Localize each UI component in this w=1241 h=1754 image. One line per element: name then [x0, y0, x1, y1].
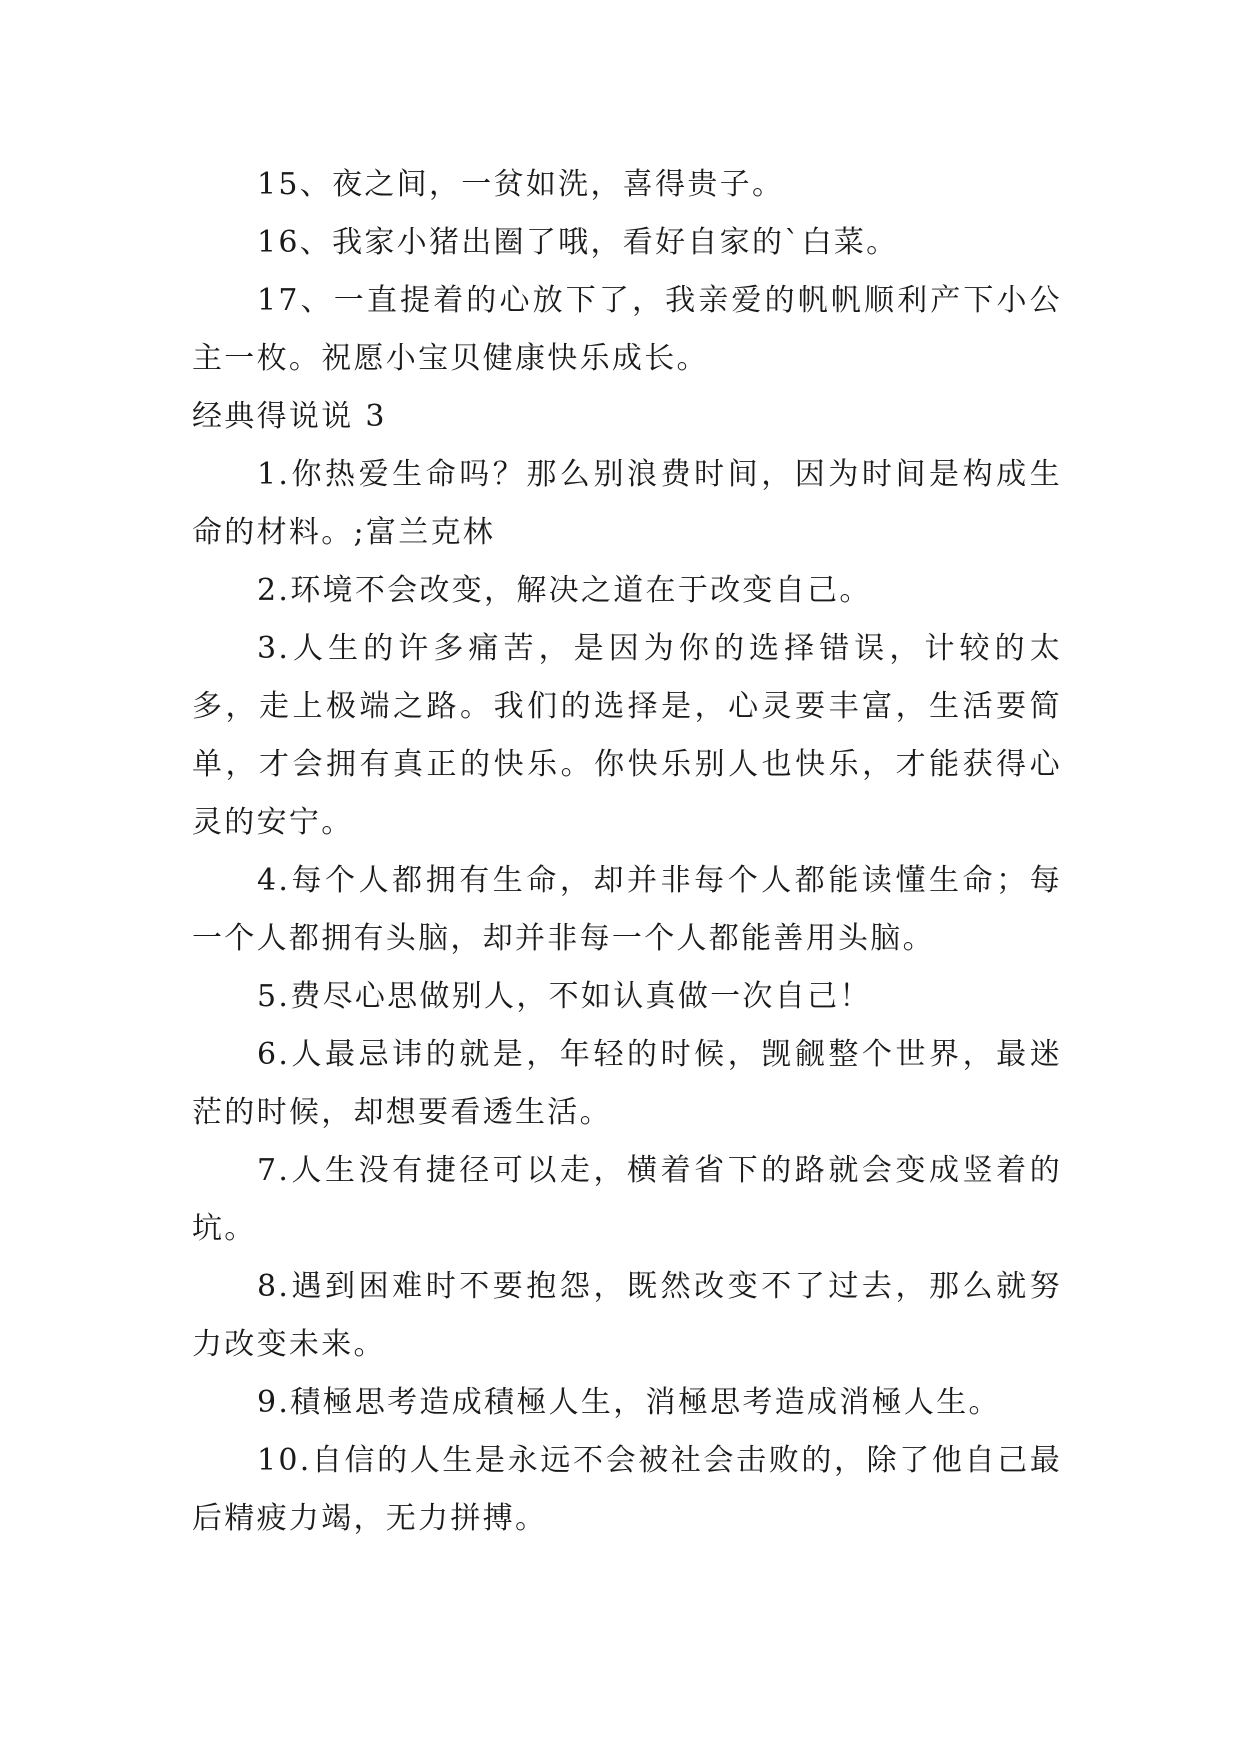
quote-item-3: 3.人生的许多痛苦，是因为你的选择错误，计较的太多，走上极端之路。我们的选择是，心灵要丰富，生活要简单，才会拥有真正的快乐。你快乐别人也快乐，才能获得心灵的安宁。 — [192, 631, 1062, 840]
quote-item-4: 4.每个人都拥有生命，却并非每个人都能读懂生命；每一个人都拥有头脑，却并非每一个人都能善用头脑。 — [192, 863, 1062, 956]
quote-item-6: 6.人最忌讳的就是，年轻的时候，觊觎整个世界，最迷茫的时候，却想要看透生活。 — [192, 1037, 1062, 1130]
quote-item-9: 9.積極思考造成積極人生，消極思考造成消極人生。 — [257, 1385, 1001, 1420]
section-heading: 经典得说说 3 — [192, 399, 387, 434]
quote-item-2: 2.环境不会改变，解决之道在于改变自己。 — [257, 573, 872, 608]
document-page — [192, 156, 1062, 1548]
quote-item-1: 1.你热爱生命吗？那么别浪费时间，因为时间是构成生命的材料。;富兰克林 — [192, 457, 1062, 550]
paragraph-15: 15、夜之间，一贫如洗，喜得贵子。 — [257, 167, 785, 202]
quote-item-8: 8.遇到困难时不要抱怨，既然改变不了过去，那么就努力改变未来。 — [192, 1269, 1062, 1362]
quote-item-7: 7.人生没有捷径可以走，横着省下的路就会变成竖着的坑。 — [192, 1153, 1062, 1246]
paragraph-16: 16、我家小猪出圈了哦，看好自家的`白菜。 — [257, 225, 899, 260]
quote-item-5: 5.费尽心思做别人，不如认真做一次自己！ — [257, 979, 872, 1014]
quote-item-10: 10.自信的人生是永远不会被社会击败的，除了他自己最后精疲力竭，无力拼搏。 — [192, 1443, 1062, 1536]
paragraph-17: 17、一直提着的心放下了，我亲爱的帆帆顺利产下小公主一枚。祝愿小宝贝健康快乐成长。 — [192, 283, 1062, 376]
